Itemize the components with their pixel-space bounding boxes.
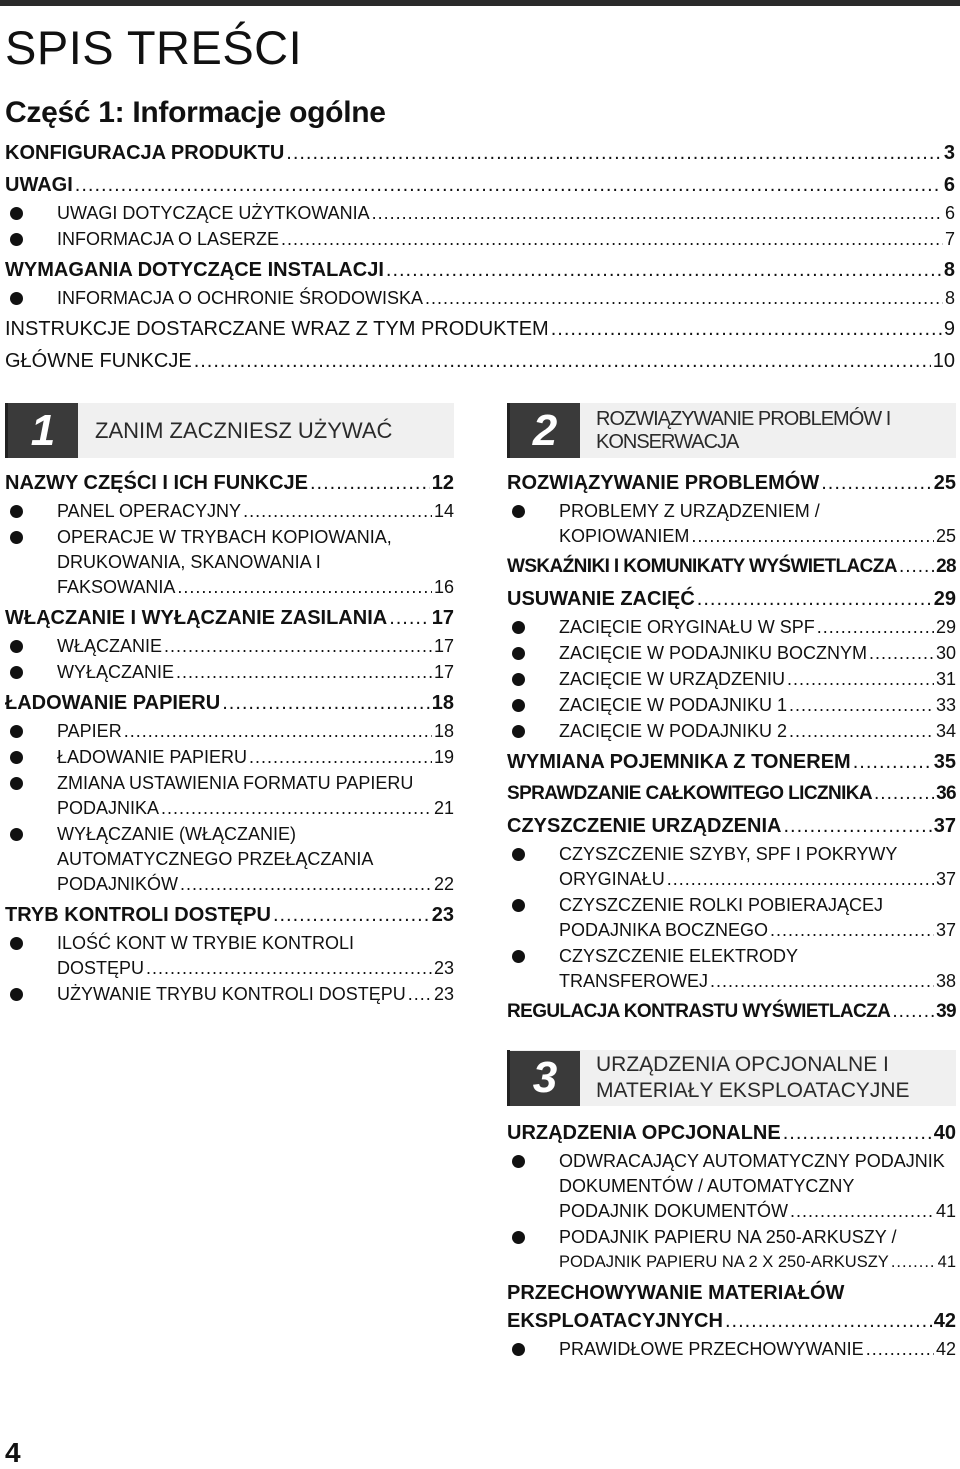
toc-subentry[interactable]: CZYSZCZENIE ROLKI POBIERAJĄCEJ <box>507 893 956 918</box>
toc-subentry[interactable]: WYŁĄCZANIE (WŁĄCZANIE) <box>5 822 454 847</box>
chapter-number: 2 <box>510 403 580 458</box>
leader-dots <box>372 201 943 226</box>
bullet-icon <box>10 751 23 764</box>
toc-subentry-line[interactable]: DOSTĘPU ..... 23 <box>5 956 454 981</box>
toc-subentry[interactable]: PANEL OPERACYJNY ..... 14 <box>5 499 454 524</box>
bullet-icon <box>512 848 525 861</box>
leader-dots <box>790 1199 934 1224</box>
toc-subentry-line[interactable]: KOPIOWANIEM ..... 25 <box>507 524 956 549</box>
leader-dots <box>389 604 430 632</box>
toc-entry[interactable]: CZYSZCZENIE URZĄDZENIA ..... 37 <box>507 812 956 840</box>
toc-subentry[interactable]: ZACIĘCIE ORYGINAŁU W SPF ..... 29 <box>507 615 956 640</box>
leader-dots <box>146 956 432 981</box>
chapter-1-header <box>5 403 454 458</box>
leader-dots <box>787 667 934 692</box>
bullet-icon <box>10 505 23 518</box>
toc-entry[interactable]: WYMAGANIA DOTYCZĄCE INSTALACJI ..... 8 <box>5 256 955 284</box>
leader-dots <box>408 982 432 1007</box>
bullet-icon <box>512 1231 525 1244</box>
toc-subentry[interactable]: PAPIER ..... 18 <box>5 719 454 744</box>
toc-subentry[interactable]: UWAGI DOTYCZĄCE UŻYTKOWANIA ..... 6 <box>5 201 955 226</box>
page-number: 4 <box>5 1437 21 1468</box>
leader-dots <box>891 1250 936 1275</box>
toc-subentry-line[interactable]: PODAJNIK PAPIERU NA 2 X 250-ARKUSZY ..... 41 <box>507 1250 956 1275</box>
toc-entry[interactable]: WYMIANA POJEMNIKA Z TONEREM ..... 35 <box>507 748 956 776</box>
bullet-icon <box>512 899 525 912</box>
leader-dots <box>874 780 934 808</box>
leader-dots <box>821 469 932 497</box>
toc-entry[interactable]: UWAGI ..... 6 <box>5 171 955 199</box>
bullet-icon <box>512 505 525 518</box>
toc-entry[interactable]: KONFIGURACJA PRODUKTU ..... 3 <box>5 139 955 167</box>
toc-entry[interactable]: INSTRUKCJE DOSTARCZANE WRAZ Z TYM PRODUKTEM ..... 9 <box>5 315 955 343</box>
bullet-icon <box>10 233 23 246</box>
toc-entry[interactable]: WSKAŹNIKI I KOMUNIKATY WYŚWIETLACZA ..... 28 <box>507 553 956 581</box>
chapter-title: URZĄDZENIA OPCJONALNE I MATERIAŁY EKSPLOATACYJNE <box>596 1053 910 1102</box>
toc-subentry[interactable]: ODWRACAJĄCY AUTOMATYCZNY PODAJNIK <box>507 1149 956 1174</box>
part-title: Część 1: Informacje ogólne <box>5 96 386 129</box>
title-bar <box>0 0 960 92</box>
bullet-icon <box>512 950 525 963</box>
leader-dots <box>866 1337 934 1362</box>
toc-subentry[interactable]: ZACIĘCIE W PODAJNIKU BOCZNYM ..... 30 <box>507 641 956 666</box>
leader-dots <box>853 748 932 776</box>
leader-dots <box>770 918 934 943</box>
toc-subentry[interactable]: OPERACJE W TRYBACH KOPIOWANIA, <box>5 525 454 550</box>
toc-entry[interactable]: REGULACJA KONTRASTU WYŚWIETLACZA ..... 39 <box>507 998 956 1026</box>
leader-dots <box>725 1307 932 1335</box>
toc-subentry-line: AUTOMATYCZNEGO PRZEŁĄCZANIA <box>57 849 374 869</box>
toc-chapter-1 <box>5 469 454 1008</box>
leader-dots <box>222 689 430 717</box>
toc-subentry[interactable]: PRAWIDŁOWE PRZECHOWYWANIE ..... 42 <box>507 1337 956 1362</box>
leader-dots <box>783 812 931 840</box>
leader-dots <box>124 719 432 744</box>
toc-subentry-line: DOKUMENTÓW / AUTOMATYCZNY <box>559 1176 855 1196</box>
toc-subentry[interactable]: ZMIANA USTAWIENIA FORMATU PAPIERU <box>5 771 454 796</box>
toc-subentry[interactable]: INFORMACJA O OCHRONIE ŚRODOWISKA ..... 8 <box>5 286 955 311</box>
toc-subentry-line[interactable]: TRANSFEROWEJ ..... 38 <box>507 969 956 994</box>
leader-dots <box>177 575 432 600</box>
bullet-icon <box>10 988 23 1001</box>
toc-general <box>5 139 955 377</box>
leader-dots <box>176 660 432 685</box>
toc-entry[interactable]: ROZWIĄZYWANIE PROBLEMÓW ..... 25 <box>507 469 956 497</box>
leader-dots <box>551 315 942 343</box>
chapter-title: ROZWIĄZYWANIE PROBLEMÓW I KONSERWACJA <box>596 407 891 453</box>
page-title: SPIS TREŚCI <box>5 21 303 74</box>
toc-subentry[interactable]: ZACIĘCIE W PODAJNIKU 2 ..... 34 <box>507 719 956 744</box>
toc-entry[interactable]: USUWANIE ZACIĘĆ ..... 29 <box>507 585 956 613</box>
leader-dots <box>386 256 942 284</box>
bullet-icon <box>512 673 525 686</box>
leader-dots <box>249 745 432 770</box>
chapter-number: 1 <box>8 403 78 458</box>
toc-entry[interactable]: SPRAWDZANIE CAŁKOWITEGO LICZNIKA ..... 36 <box>507 780 956 808</box>
toc-subentry[interactable]: PODAJNIK PAPIERU NA 250-ARKUSZY / <box>507 1225 956 1250</box>
toc-entry[interactable]: ŁADOWANIE PAPIERU ..... 18 <box>5 689 454 717</box>
toc-subentry[interactable]: INFORMACJA O LASERZE ..... 7 <box>5 227 955 252</box>
bullet-icon <box>512 699 525 712</box>
toc-entry[interactable]: WŁĄCZANIE I WYŁĄCZANIE ZASILANIA ..... 17 <box>5 604 454 632</box>
toc-subentry-line[interactable]: FAKSOWANIA ..... 16 <box>5 575 454 600</box>
leader-dots <box>425 286 943 311</box>
toc-entry-line[interactable]: EKSPLOATACYJNYCH ..... 42 <box>507 1307 956 1335</box>
toc-subentry[interactable]: CZYSZCZENIE SZYBY, SPF I POKRYWY <box>507 842 956 867</box>
leader-dots <box>161 796 432 821</box>
toc-subentry-line: DRUKOWANIA, SKANOWANIA I <box>57 552 321 572</box>
toc-entry[interactable]: URZĄDZENIA OPCJONALNE ..... 40 <box>507 1119 956 1147</box>
toc-subentry[interactable]: WYŁĄCZANIE ..... 17 <box>5 660 454 685</box>
toc-entry[interactable]: TRYB KONTROLI DOSTĘPU ..... 23 <box>5 901 454 929</box>
leader-dots <box>243 499 432 524</box>
toc-chapter-3 <box>507 1119 956 1363</box>
bullet-icon <box>10 777 23 790</box>
toc-subentry[interactable]: WŁĄCZANIE ..... 17 <box>5 634 454 659</box>
toc-subentry[interactable]: ILOŚĆ KONT W TRYBIE KONTROLI <box>5 931 454 956</box>
toc-subentry[interactable]: ZACIĘCIE W PODAJNIKU 1 ..... 33 <box>507 693 956 718</box>
leader-dots <box>789 693 934 718</box>
leader-dots <box>75 171 942 199</box>
toc-subentry-line[interactable]: ORYGINAŁU ..... 37 <box>507 867 956 892</box>
bullet-icon <box>10 828 23 841</box>
leader-dots <box>869 641 934 666</box>
toc-subentry-line[interactable]: PODAJNIKA ..... 21 <box>5 796 454 821</box>
bullet-icon <box>10 640 23 653</box>
leader-dots <box>691 524 934 549</box>
toc-chapter-2 <box>507 469 956 1028</box>
leader-dots <box>710 969 934 994</box>
bullet-icon <box>512 1155 525 1168</box>
toc-subentry-line[interactable]: PODAJNIKÓW ..... 22 <box>5 872 454 897</box>
leader-dots <box>667 867 934 892</box>
bullet-icon <box>512 1343 525 1356</box>
toc-entry[interactable]: NAZWY CZĘŚCI I ICH FUNKCJE ..... 12 <box>5 469 454 497</box>
leader-dots <box>286 139 942 167</box>
leader-dots <box>783 1119 932 1147</box>
leader-dots <box>697 585 932 613</box>
bullet-icon <box>10 292 23 305</box>
chapter-2-header <box>507 403 956 458</box>
bullet-icon <box>10 531 23 544</box>
bullet-icon <box>10 725 23 738</box>
leader-dots <box>180 872 432 897</box>
bullet-icon <box>10 207 23 220</box>
leader-dots <box>273 901 430 929</box>
toc-subentry[interactable]: CZYSZCZENIE ELEKTRODY <box>507 944 956 969</box>
bullet-icon <box>10 937 23 950</box>
bullet-icon <box>512 621 525 634</box>
toc-entry[interactable]: GŁÓWNE FUNKCJE ..... 10 <box>5 347 955 375</box>
toc-subentry[interactable]: ZACIĘCIE W URZĄDZENIU ..... 31 <box>507 667 956 692</box>
leader-dots <box>789 719 934 744</box>
toc-subentry[interactable]: ŁADOWANIE PAPIERU ..... 19 <box>5 745 454 770</box>
bullet-icon <box>10 666 23 679</box>
leader-dots <box>281 227 943 252</box>
leader-dots <box>164 634 432 659</box>
bullet-icon <box>512 647 525 660</box>
toc-subentry[interactable]: PROBLEMY Z URZĄDZENIEM / <box>507 499 956 524</box>
leader-dots <box>194 347 931 375</box>
bullet-icon <box>512 725 525 738</box>
leader-dots <box>310 469 430 497</box>
toc-subentry[interactable]: UŻYWANIE TRYBU KONTROLI DOSTĘPU ..... 23 <box>5 982 454 1007</box>
leader-dots <box>892 998 934 1026</box>
leader-dots <box>817 615 934 640</box>
leader-dots <box>899 553 934 581</box>
toc-entry[interactable]: PRZECHOWYWANIE MATERIAŁÓW <box>507 1282 845 1304</box>
chapter-number: 3 <box>510 1051 580 1106</box>
toc-subentry-line[interactable]: PODAJNIK DOKUMENTÓW ..... 41 <box>507 1199 956 1224</box>
chapter-title: ZANIM ZACZNIESZ UŻYWAĆ <box>95 417 393 443</box>
toc-subentry-line[interactable]: PODAJNIKA BOCZNEGO ..... 37 <box>507 918 956 943</box>
chapter-3-header <box>507 1050 956 1106</box>
